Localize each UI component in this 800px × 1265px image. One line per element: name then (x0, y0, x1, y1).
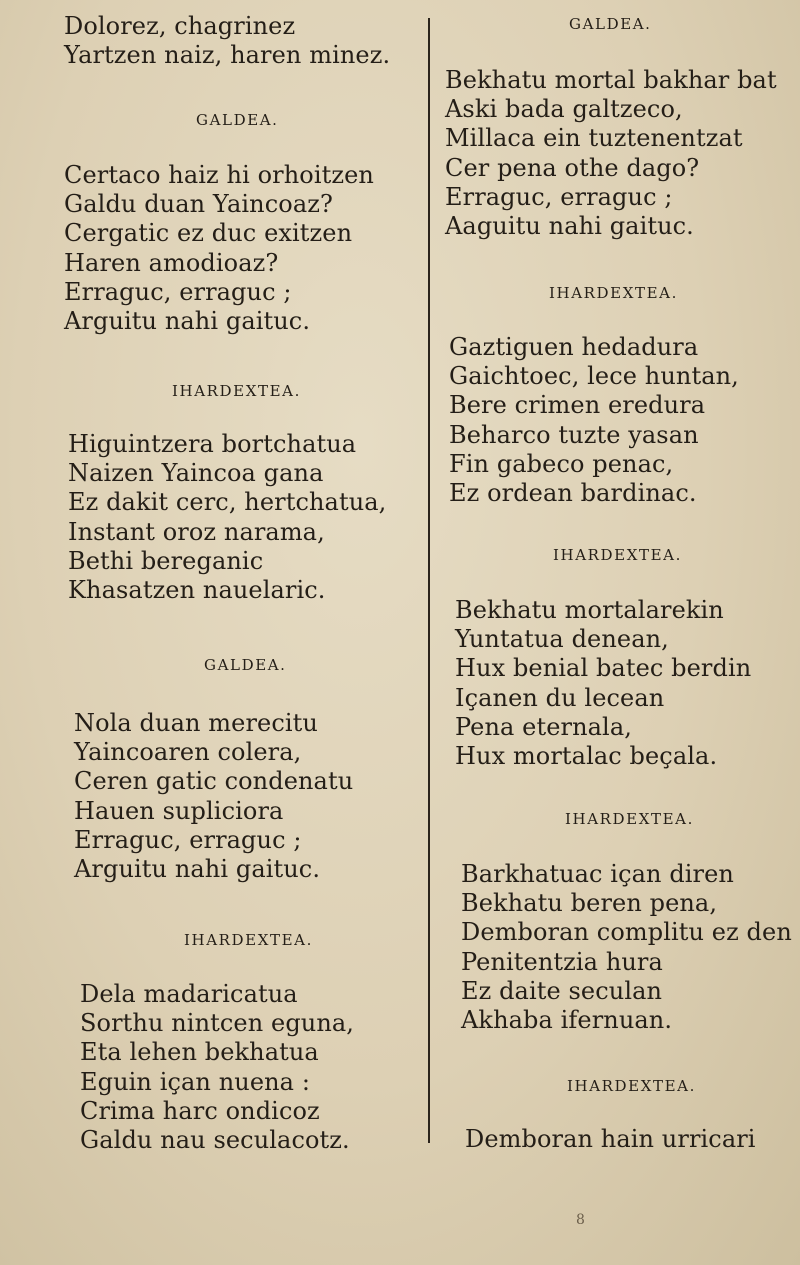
verse-line: Akhaba ifernuan. (461, 1006, 673, 1035)
verse-line: Bekhatu beren pena, (461, 889, 718, 918)
verse-line: Millaca ein tuztenentzat (445, 124, 743, 153)
verse-line: Haren amodioaz? (64, 248, 279, 277)
verse-line: Sorthu nintcen eguna, (80, 1009, 355, 1038)
verse-line: Pena eternala, (455, 712, 632, 741)
verse-line: Yartzen naiz, haren minez. (64, 41, 391, 70)
verse-line: Bethi bereganic (68, 546, 264, 575)
verse-line: Demboran hain urricari (465, 1125, 756, 1153)
verse-line: Naizen Yaincoa gana (68, 459, 324, 488)
verse-line: Aaguitu nahi gaituc. (445, 212, 694, 241)
section-heading: IHARDEXTEA. (553, 546, 682, 564)
verse-line: Higuintzera bortchatua (68, 430, 357, 458)
stanza (68, 430, 386, 605)
verse-line: Yaincoaren colera, (74, 738, 302, 767)
stanza (64, 161, 374, 336)
verse-line: Penitentzia hura (461, 947, 663, 976)
section-heading: IHARDEXTEA. (565, 810, 694, 828)
verse-line: Hauen supliciora (74, 796, 284, 825)
verse-line: Yuntatua denean, (455, 625, 669, 654)
verse-line: Eguin içan nuena : (80, 1067, 311, 1096)
verse-line: Fin gabeco penac, (449, 449, 674, 478)
verse-line: Hux benial batec berdin (455, 654, 752, 683)
verse-line: Bekhatu mortal bakhar bat (445, 66, 777, 94)
section-heading: GALDEA. (204, 656, 287, 674)
section-heading: GALDEA. (196, 111, 279, 129)
verse-line: Instant oroz narama, (68, 517, 325, 546)
section-heading: IHARDEXTEA. (184, 931, 313, 949)
verse-line: Galdu nau seculacotz. (80, 1126, 350, 1155)
verse-line: Gaztiguen hedadura (449, 333, 699, 361)
verse-line: Bere crimen eredura (449, 391, 706, 420)
stanza (461, 860, 792, 1035)
column-rule (428, 18, 430, 1143)
verse-line: Gaichtoec, lece huntan, (449, 362, 739, 391)
verse-line: Hux mortalac beçala. (455, 742, 718, 771)
verse-line: Içanen du lecean (455, 683, 665, 712)
stanza (74, 709, 353, 884)
stanza (465, 1125, 756, 1154)
verse-line: Eta lehen bekhatua (80, 1038, 319, 1067)
verse-line: Dela madaricatua (80, 980, 298, 1008)
verse-line: Barkhatuac içan diren (461, 860, 734, 888)
stanza (80, 980, 354, 1155)
verse-line: Ez ordean bardinac. (449, 479, 697, 508)
verse-line: Beharco tuzte yasan (449, 420, 699, 449)
verse-line: Erraguc, erraguc ; (445, 182, 673, 211)
verse-line: Aski bada galtzeco, (445, 95, 683, 124)
verse-line: Arguitu nahi gaituc. (64, 307, 311, 336)
page-mark: 8 (576, 1212, 585, 1228)
stanza (455, 596, 751, 771)
verse-line: Crima harc ondicoz (80, 1096, 320, 1125)
verse-line: Certaco haiz hi orhoitzen (64, 161, 374, 189)
verse-line: Cergatic ez duc exitzen (64, 219, 353, 248)
section-heading: IHARDEXTEA. (172, 382, 301, 400)
verse-line: Galdu duan Yaincoaz? (64, 190, 333, 219)
verse-line: Erraguc, erraguc ; (64, 277, 292, 306)
section-heading: IHARDEXTEA. (567, 1077, 696, 1095)
verse-line: Bekhatu mortalarekin (455, 596, 724, 624)
verse-line: Nola duan merecitu (74, 709, 318, 737)
verse-line: Ceren gatic condenatu (74, 767, 354, 796)
verse-line: Erraguc, erraguc ; (74, 825, 302, 854)
verse-line: Dolorez, chagrinez (64, 12, 296, 40)
section-heading: GALDEA. (569, 15, 652, 33)
verse-line: Ez dakit cerc, hertchatua, (68, 488, 387, 517)
verse-line: Cer pena othe dago? (445, 153, 700, 182)
verse-line: Khasatzen nauelaric. (68, 576, 326, 605)
verse-line: Arguitu nahi gaituc. (74, 855, 321, 884)
stanza (445, 66, 777, 241)
verse-line: Demboran complitu ez den (461, 918, 792, 947)
stanza (449, 333, 739, 508)
verse-line: Ez daite seculan (461, 976, 663, 1005)
stanza (64, 12, 390, 70)
section-heading: IHARDEXTEA. (549, 284, 678, 302)
